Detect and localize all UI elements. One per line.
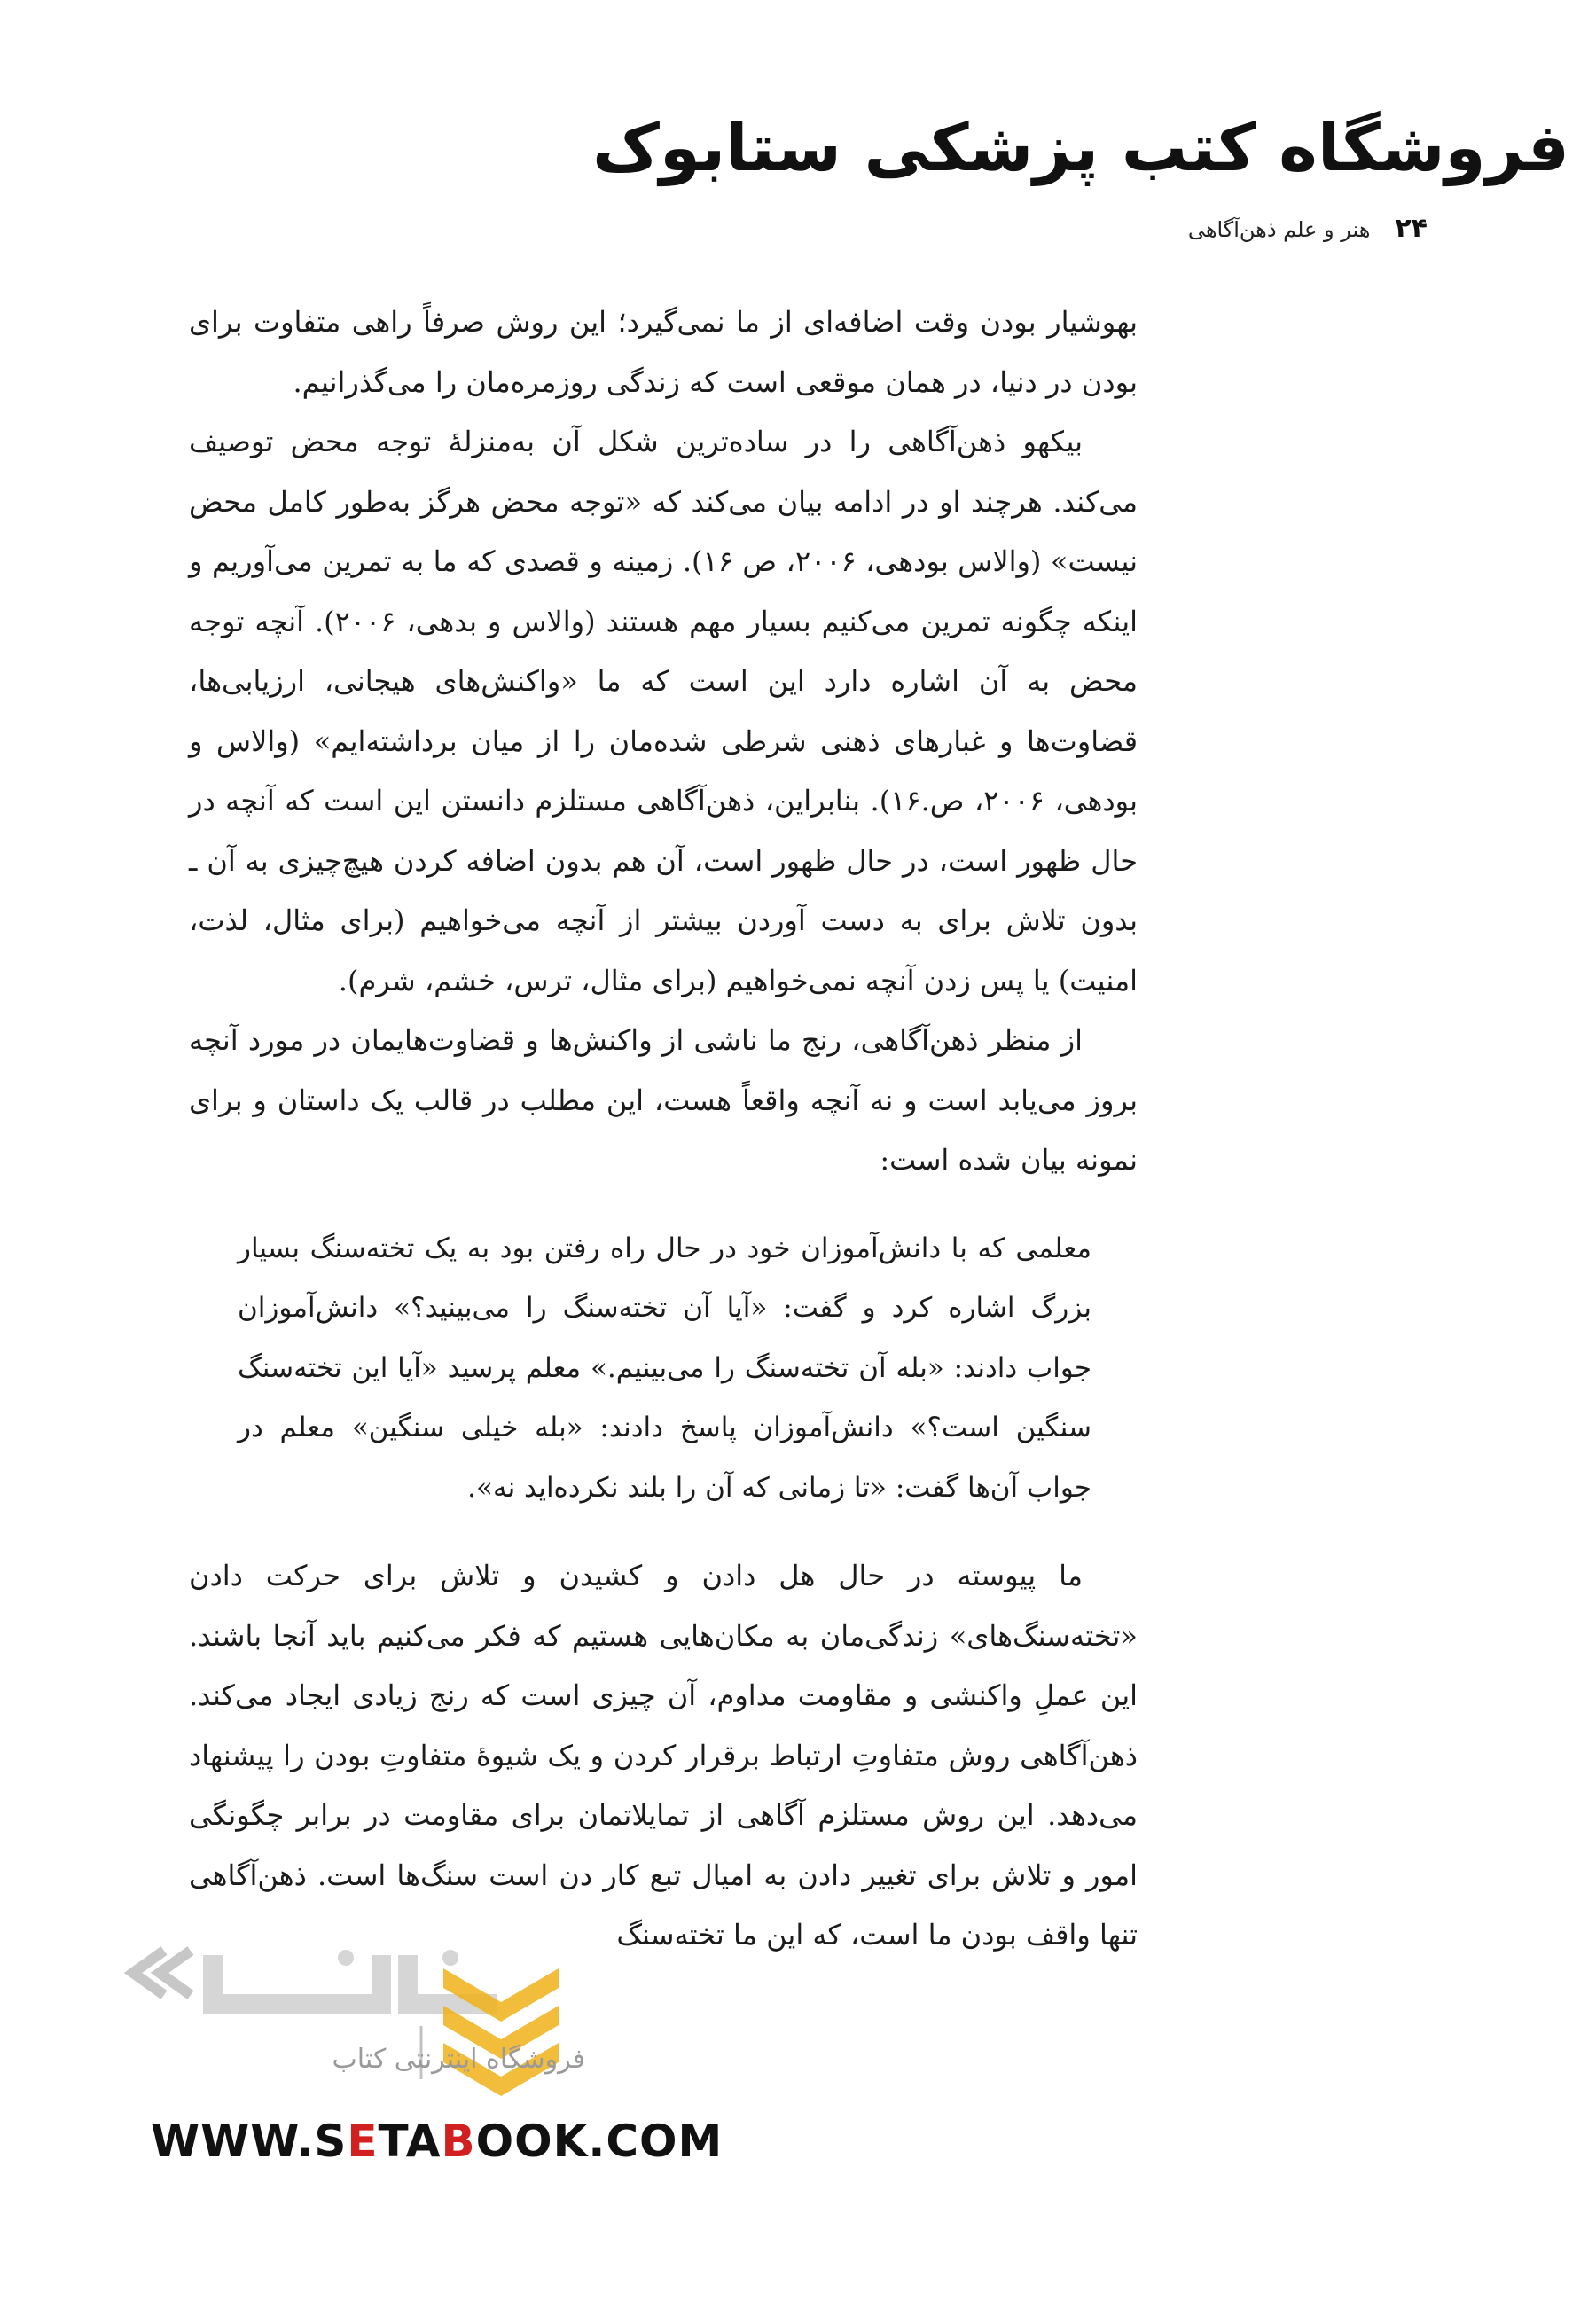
paragraph: از منظر ذهن‌آگاهی، رنج ما ناشی از واکنش‌ها و قضاوت‌هایمان در مورد آنچه بروز می‌یابد است و نه آنچه واقعاً هست، این مطلب در قالب یک داستان و برای نمونه بیان شده است: <box>189 1023 1138 1177</box>
store-title: فروشگاه کتب پزشکی ستابوک <box>592 110 1569 186</box>
site-url <box>151 2116 724 2178</box>
url-part: WWW.S <box>151 2116 348 2167</box>
block-quote: معلمی که با دانش‌آموزان خود در حال راه رفتن بود به یک تخته‌سنگ بسیار بزرگ اشاره کرد و گفت: «آیا آن تخته‌سنگ را می‌بینید؟» دانش‌آموزان جواب دادند: «بله آن تخته‌سنگ را می‌بینیم.» معلم پرسید «آیا این تخته‌سنگ سنگین است؟» دانش‌آموزان پاسخ دادند: «بله خیلی سنگین» معلم در جواب آن‌ها گفت: «تا زمانی که آن را بلند نکرده‌اید نه». <box>238 1232 1091 1504</box>
url-accent: B <box>441 2116 476 2167</box>
paragraph: ما پیوسته در حال هل دادن و کشیدن و تلاش برای حرکت دادن «تخته‌سنگ‌های» زندگی‌مان به مکان‌هایی هستیم که فکر می‌کنیم باید آنجا باشند. این عملِ واکنشی و مقاومت مداوم، آن چیزی است که رنج زیادی ایجاد می‌کند. ذهن‌آگاهی روش متفاوتِ ارتباط برقرار کردن و یک شیوهٔ متفاوتِ بودن را پیشنهاد می‌دهد. این روش مستلزم آگاهی از تمایلاتمان برای مقاومت در برابر چگونگی امور و تلاش برای تغییر دادن به امیال تبع کار دن است سنگ‌ها است. ذهن‌آگاهی تنها واقف بودن ما است، که این ما تخته‌سنگ <box>189 1559 1138 1952</box>
url-part: OOK.COM <box>475 2116 724 2167</box>
page-number: ۲۴ <box>1395 213 1428 244</box>
running-head <box>1064 213 1428 254</box>
paragraph: بهوشیار بودن وقت اضافه‌ای از ما نمی‌گیرد؛ این روش صرفاً راهی متفاوت برای بودن در دنیا، در همان موقعی است که زندگی روزمره‌مان را می‌گذرانیم. <box>189 305 1138 399</box>
paragraph: بیکهو ذهن‌آگاهی را در ساده‌ترین شکل آن به‌منزلهٔ توجه محض توصیف می‌کند. هرچند او در ادامه بیان می‌کند که «توجه محض هرگز به‌طور کامل محض نیست» (والاس بودهی، ۲۰۰۶، ص ۱۶). زمینه و قصدی که ما به تمرین می‌آوریم و اینکه چگونه تمرین می‌کنیم بسیار مهم هستند (والاس و بدهی، ۲۰۰۶). آنچه توجه محض به آن اشاره دارد این است که ما «واکنش‌های هیجانی، ارزیابی‌ها، قضاوت‌ها و غبارهای ذهنی شرطی شده‌مان را از میان برداشته‌ایم» (والاس و بودهی، ۲۰۰۶، ص.۱۶). بنابراین، ذهن‌آگاهی مستلزم دانستن این است که آنچه در حال ظهور است، در حال ظهور است، آن هم بدون اضافه کردن هیچ‌چیزی به آن ـ بدون تلاش برای به دست آوردن بیشتر از آنچه می‌خواهیم (برای مثال، لذت، امنیت) یا پس زدن آنچه نمی‌خواهیم (برای مثال، ترس، خشم، شرم). <box>189 425 1138 997</box>
body-text <box>189 293 1138 1966</box>
url-accent: E <box>347 2116 379 2167</box>
url-part: TA <box>378 2116 442 2167</box>
logo-tagline: فروشگاه اینترنتی کتاب <box>332 2044 585 2075</box>
book-title: هنر و علم ذهن‌آگاهی <box>1187 217 1371 242</box>
